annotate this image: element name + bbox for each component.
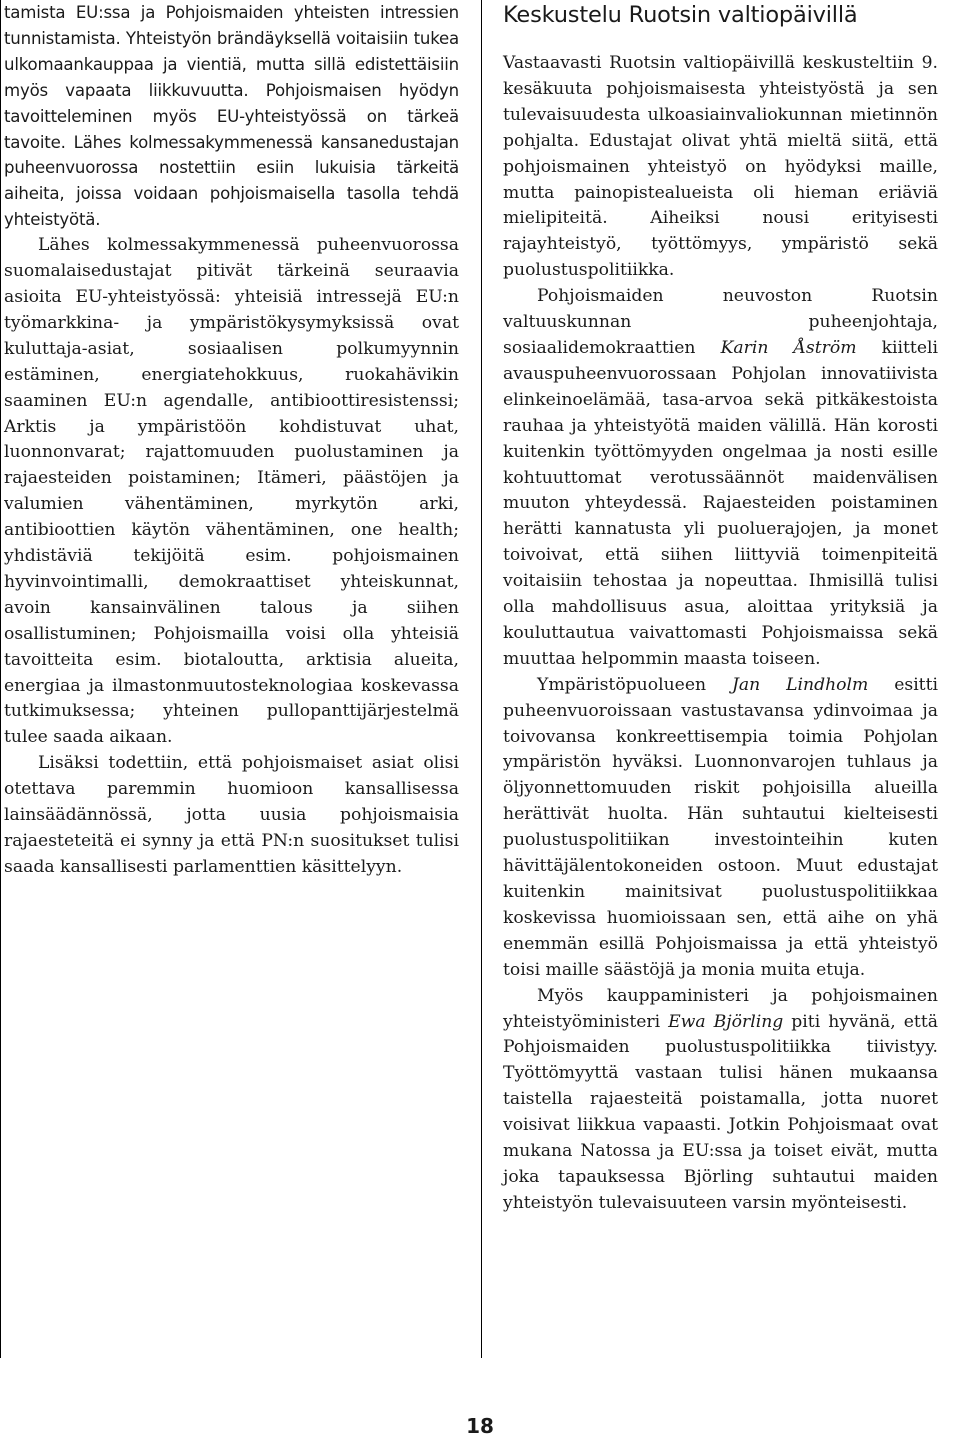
paragraph-text: Ympäristöpuolueen [537, 674, 732, 695]
left-text-column [4, 0, 459, 881]
person-name-karin-astrom: Karin Åström [720, 337, 857, 358]
right-paragraph-3 [503, 673, 938, 984]
column-divider-rule [481, 0, 482, 1358]
person-name-ewa-bjorling: Ewa Björling [668, 1011, 784, 1032]
paragraph-text: kiitteli avauspuheenvuorossaan Pohjolan innovatiivista elinkeinoelämää, tasa-arvoa sekä pitkäkestoista rauhaa ja yhteistyötä maiden välillä. Hän korosti kuitenkin työttömyyden ongelmaa ja nosti esille kohtuuttomat verotussäännöt maidenvälisen muuton yhteydessä. Rajaesteiden poistaminen herätti kannatusta yli puoluerajojen, ja monet toivoivat, että siihen liittyviä toimenpiteitä voitaisiin tehostaa ja nopeuttaa. Ihmisillä tulisi olla mahdollisuus asua, aloittaa yrityksiä ja kouluttautua vaivattomasti Pohjoismaissa sekä muuttaa helpommin maasta toiseen. [503, 337, 939, 669]
right-paragraph-1: Vastaavasti Ruotsin valtiopäivillä keskusteltiin 9. kesäkuuta pohjoismaisesta yhteistyöstä ja sen tulevaisuudesta ulkoasiainvaliokunnan mietinnön pohjalta. Edustajat olivat yhtä mieltä siitä, että pohjoismainen yhteistyö on hyödyksi maille, mutta painopistealueista oli hieman eriäviä mielipiteitä. Aiheiksi nousi erityisesti rajayhteistyö, työttömyys, ympäristö sekä puolustuspolitiikka. [503, 53, 938, 281]
paragraph-text: Pohjoismaiden neuvoston Ruotsin valtuuskunnan puheenjohtaja, sosiaalidemokraattien [503, 286, 938, 358]
left-paragraph-1: tamista EU:ssa ja Pohjoismaiden yhteisten intressien tunnistamista. Yhteistyön brändäyksellä voitaisiin tukea ulkomaankauppaa ja vientiä, mutta sillä edistettäisiin myös vapaata liikkuvuutta. Pohjoismaisen hyödyn tavoitteleminen myös EU-yhteistyössä on tärkeä tavoite. Lähes kolmessakymmenessä kansanedustajan puheenvuorossa nostettiin esiin lukuisia tärkeitä aiheita, joissa voidaan pohjoismaisella tasolla tehdä yhteistyötä. [4, 3, 459, 230]
right-text-column [503, 0, 938, 1217]
paragraph-text: Myös kauppaministeri ja pohjoismainen yhteistyöministeri [503, 985, 938, 1032]
page-number: 18 [466, 1414, 494, 1438]
left-paragraph-2: Lähes kolmessakymmenessä puheenvuorossa suomalaisedustajat pitivät tärkeinä seuraavia asioita EU-yhteistyössä: yhteisiä intressejä EU:n työmarkkina- ja ympäristökysymyksissä ovat kuluttaja-asiat, sosiaalisen polkumyynnin estäminen, energiatehokkuus, ruokahävikin saaminen EU:n agendalle, antibioottiresistenssi; Arktis ja ympäristöön kohdistuvat uhat, luonnonvarat; rajattomuuden puolustaminen ja rajaesteiden poistaminen; Itämeri, päästöjen ja valumien vähentäminen, myrkytön arki, antibioottien käytön vähentäminen, one health; yhdistäviä tekijöitä esim. pohjoismainen hyvinvointimalli, demokraattiset yhteiskunnat, avoin kansainvälinen talous ja siihen osallistuminen; Pohjoismailla voisi olla yhteisiä tavoitteita esim. biotaloutta, arktisia alueita, energiaa ja ilmastonmuutosteknologiaa koskevassa tutkimuksessa; yhteinen pullopanttijärjestelmä tulee saada aikaan. [4, 235, 459, 748]
right-paragraph-2 [503, 284, 938, 673]
section-heading: Keskustelu Ruotsin valtiopäivillä [503, 2, 858, 28]
person-name-jan-lindholm: Jan Lindholm [731, 674, 869, 695]
right-paragraph-4 [503, 984, 938, 1217]
left-paragraph-3: Lisäksi todettiin, että pohjoismaiset asiat olisi otettava paremmin huomioon kansallisessa lainsäädännössä, jotta uusia pohjoismaisia rajaesteteitä ei synny ja että PN:n suositukset tulisi saada kansallisesti parlamenttien käsittelyyn. [4, 753, 459, 877]
left-margin-rule [0, 0, 1, 1358]
paragraph-text: piti hyvänä, että Pohjoismaiden puolustuspolitiikka tiivistyy. Työttömyyttä vastaan tulisi hänen mukaansa taistella rajaesteitä poistamalla, jotta nuoret voisivat liikkua vapaasti. Jotkin Pohjoismaat ovat mukana Natossa ja EU:ssa ja toiset eivät, mutta joka tapauksessa Björling suhtautui maiden yhteistyön tulevaisuuteen varsin myönteisesti. [503, 1011, 938, 1213]
paragraph-text: esitti puheenvuoroissaan vastustavansa ydinvoimaa ja toivovansa konkreettisempia toimia Pohjolan ympäristön hyväksi. Luonnonvarojen tuhlaus ja öljyonnettomuuden riskit pohjoisilla alueilla herättivät huolta. Hän suhtautui kielteisesti puolustuspolitiikan investointeihin kuten hävittäjälentokoneiden ostoon. Muut edustajat kuitenkin mainitsivat puolustuspolitiikkaa koskevissa huomioissaan sen, että aihe on yhä enemmän esillä Pohjoismaissa ja että yhteistyö toisi maille säästöjä ja monia muita etuja. [503, 674, 938, 980]
